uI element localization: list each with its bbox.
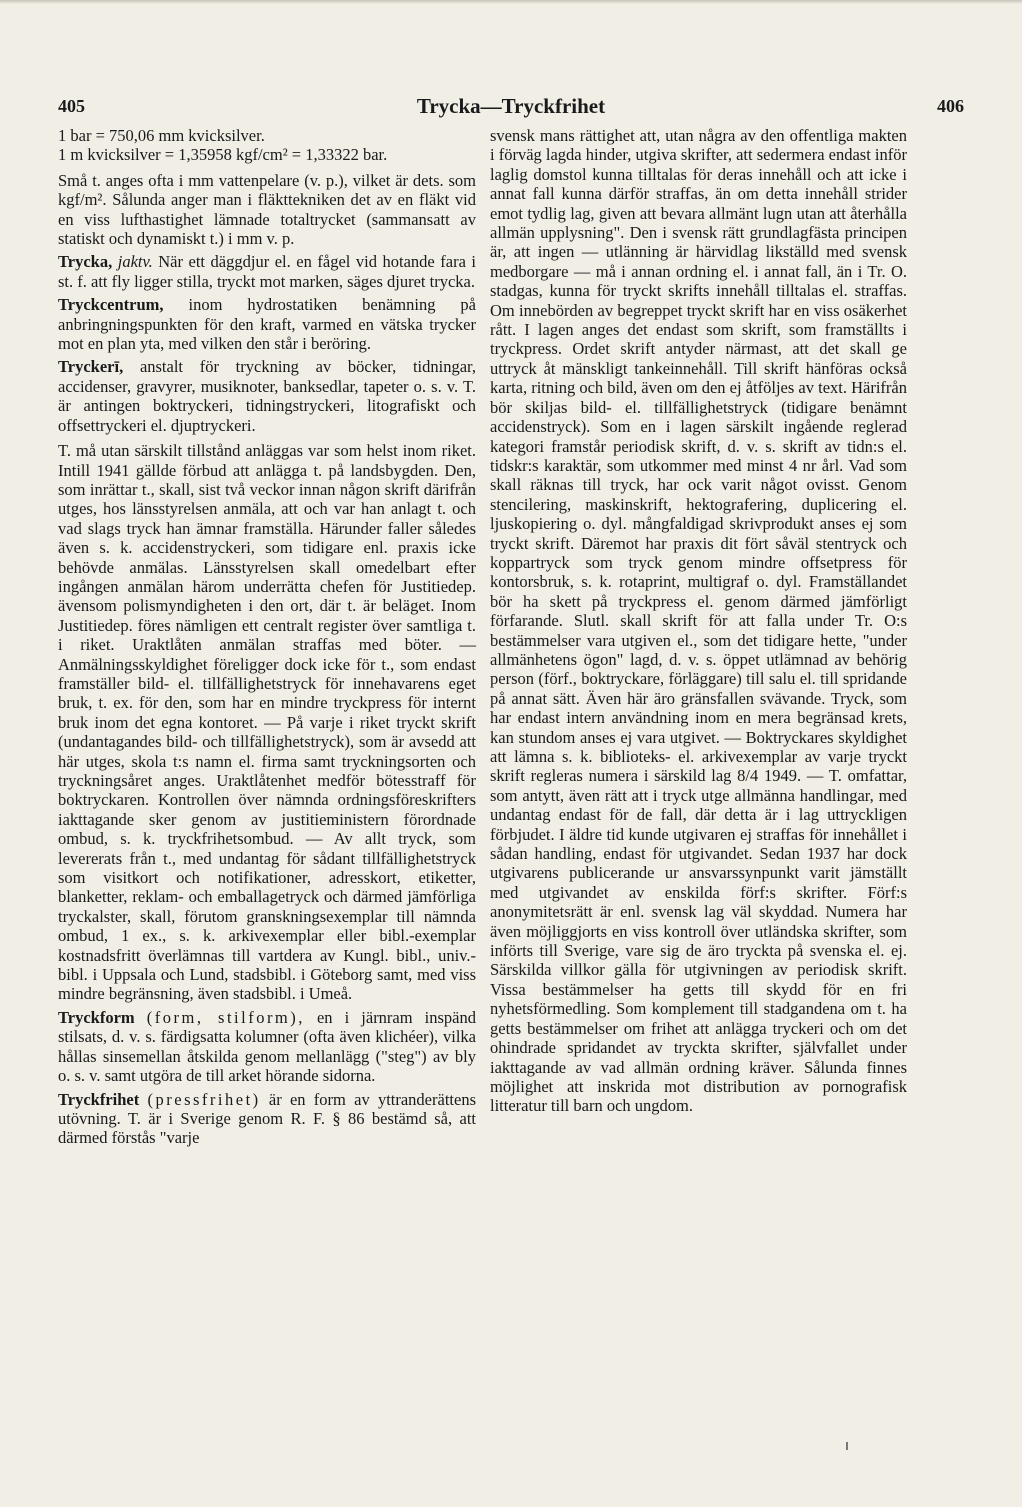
entry-tryckform (58, 1008, 476, 1086)
units-line-2: 1 m kvicksilver = 1,35958 kgf/cm² = 1,33322 bar. (58, 145, 388, 165)
headword-tryckeri: Tryckerī, (58, 357, 124, 377)
entry-paragraph: T. må utan särskilt tillstånd anläggas var som helst inom riket. Intill 1941 gällde förbud att anlägga t. på landsbygden. Den, som inrättar t., skall, sist två veckor innan någon skrift därifrån utges, hos länsstyrelsen anmäla, att och var han anlagt t. och vad slags tryck han ämnar framställa. Härunder faller således även s. k. accidenstryckeri, som tidigare enl. praxis icke behövde anmälas. Länsstyrelsen skall omedelbart efter ingången anmälan härom underrätta chefen för Justitiedep. ävensom polismyndigheten i den ort, där t. är beläget. Inom Justitiedep. föres nämligen ett centralt register över samtliga t. i riket. Uraktlåten anmälan straffas med böter. — Anmälningsskyldighet föreligger dock icke för t., som endast framställer bild- el. tillfällighetstryck för innehavarens eget bruk, t. ex. för den, som har en mindre tryckpress för internt bruk inom det egna kontoret. — På varje i riket tryckt skrift (undantagandes bild- och tillfällighetstryck), som är avsedd att här utges, skola t:s namn el. firma samt tryckningsorten och tryckningsåret anges. Uraktlåtenhet medför bötesstraff för boktryckaren. Kontrollen över nämnda ordningsföreskrifters iakttagande sker genom av justitieministern förordnade ombud, s. k. tryckfrihetsombud. — Av allt tryck, som levererats från t., med undantag för sådant tillfällighetstryck som visitkort och notifikationer, adresskort, etiketter, blanketter, reklam- och emballagetryck och därmed jämförliga tryckalster, skall, förutom granskningsexemplar till nämnda ombud, 1 ex., s. k. arkivexemplar eller bibl.-exemplar kostnadsfritt överlämnas till vartdera av Kungl. bibl., univ.-bibl. i Uppsala och Lund, stadsbibl. i Göteborg samt, med viss mindre begränsning, även stadsbibl. i Umeå. (58, 441, 476, 1004)
entry-trycka (58, 252, 476, 291)
headword-tryckfrihet: Tryckfrihet (58, 1089, 140, 1109)
entry-tryckcentrum (58, 295, 476, 353)
units-paragraph: Små t. anges ofta i mm vattenpelare (v. p.), vilket är dets. som kgf/m². Sålunda anger man i fläkttekniken det av en fläkt vid en viss lufthastighet lämnade totaltrycket (sammansatt av statiskt och dynamiskt t.) i mm v. p. (58, 170, 476, 249)
entry-text: När ett däggdjur el. en fågel vid hotande fara i st. f. att fly ligger stilla, tryckt mot marken, säges djuret trycka. (58, 252, 477, 291)
headword-tryckform: Tryckform (58, 1007, 135, 1027)
page-number-left: 405 (58, 96, 85, 116)
headword-trycka: Trycka, (58, 252, 113, 272)
entry-tryckfrihet (58, 1090, 476, 1148)
units-line-1: 1 bar = 750,06 mm kvicksilver. (58, 126, 265, 145)
print-mark (846, 1442, 848, 1450)
right-column (490, 126, 907, 1116)
spaced-synonym: (pressfrihet) (147, 1089, 261, 1109)
page-number-right: 406 (937, 96, 964, 116)
subject-tag: jaktv. (117, 252, 153, 272)
page-edge (0, 0, 1022, 4)
entry-tryckeri (58, 357, 476, 435)
headword-tryckcentrum: Tryckcentrum, (58, 295, 164, 315)
page-header (58, 94, 964, 118)
entry-text: är en form av yttranderättens utövning. T. är i Sverige genom R. F. § 86 bestämd så, att därmed förstås "varje (58, 1089, 476, 1148)
continued-paragraph: svensk mans rättighet att, utan några av den offentliga makten i förväg lagda hinder, utgiva skrifter, att sedermera endast inför laglig domstol kunna tilltalas för deras innehåll och att icke i annat fall kunna därför straffas, än om detta innehåll strider emot tydlig lag, given att bevara allmänt lugn utan att återhålla allmän upplysning". Den i svensk rätt grundlagfästa principen är, att ingen — utlänning är härvidlag likställd med svensk medborgare — må i annan ordning el. i annat fall, än i Tr. O. stadgas, kunna för tryckt skrifts innehåll tilltalas el. straffas. Om innebörden av begreppet tryckt skrift har en viss osäkerhet rått. I lagen anges det endast som skrift, som framställts i tryckpress. Ordet skrift antyder närmast, att det skall ge uttryck åt mänskligt tankeinnehåll. Till skrift hänföras också karta, ritning och bild, även om den ej åtföljes av text. Härifrån bör skiljas bild- el. tillfällighetstryck (tidigare benämnt accidenstryck). Som en i lagen särskilt ingående reglerad kategori framstår periodisk skrift, d. v. s. skrift av tidn:s el. tidskr:s karaktär, som utkommer med minst 4 nr årl. Vad som skall räknas till tryck, har ock varit något ovisst. Genom stencilering, maskinskrift, hektografering, duplicering el. ljuskopiering o. dyl. mångfaldigad skrivprodukt anses ej som tryckt skrift. Däremot har praxis dit fört såväl stentryck och koppartryck som tryck genom mindre offsetpress för kontorsbruk, s. k. rotaprint, multigraf o. dyl. Framställandet bör ha skett på tryckpress el. genom därmed jämförligt förfarande. Slutl. skall skrift för att falla under Tr. O:s bestämmelser vara utgiven el., som det tidigare hette, "under allmänhetens ögon" lagd, d. v. s. öppet utlämnad av behörig person (förf., boktryckare, förläggare) till salu el. till spridande på annat sätt. Även här äro gränsfallen svävande. Tryck, som har endast intern användning inom en mera begränsad krets, kan stundom anses ej vara utgivet. — Boktryckares skyldighet att lämna s. k. biblioteks- el. arkivexemplar av varje tryckt skrift regleras numera i särskild lag 8/4 1949. — T. omfattar, som antytt, även rätt att i tryck utge allmänna handlingar, med undantag endast för de fall, där detta är i lag uttryckligen förbjudet. I äldre tid kunde utgivaren ej straffas för innehållet i sådan handling, endast för utgivandet. Sedan 1937 har dock utgivarens publicerande ur ansvarssynpunkt varit jämställt med utgivandet av enskilda förf:s skrifter. Förf:s anonymitetsrätt är enl. svensk lag väl skyddad. Numera har även möjliggjorts en viss kontroll över utländska skrifter, som införts till Sverige, vare sig de äro tryckta på svenska el. ej. Särskilda villkor gälla för utgivningen av periodisk skrift. Vissa bestämmelser ha getts till skydd för en fri nyhetsförmedling. Som komplement till stadgandena om t. ha getts bestämmelser om frihet att anlägga tryckeri och om det ohindrade spridandet av tryckta skrifter, självfallet under iakttagande av vad allmän ordning kräver. Sålunda finnes möjlighet att inskrida mot distribution av pornografisk litteratur till barn och ungdom. (490, 126, 907, 1116)
left-column (58, 126, 476, 1148)
entry-text: anstalt för tryckning av böcker, tidningar, accidenser, gravyrer, musiknoter, banksedlar, tapeter o. s. v. T. är antingen boktryckeri, tidningstryckeri, litografiskt och offsettryckeri el. djuptryckeri. (58, 357, 477, 435)
running-head: Trycka—Tryckfrihet (416, 94, 606, 118)
spaced-synonyms: (form, stilform), (146, 1007, 305, 1027)
entry-text: en i järnram inspänd stilsats, d. v. s. färdigsatta kolumner (ofta även klichéer), vilka hållas sinsemellan åtskilda genom mellanlägg ("steg") av bly o. s. v. samt utgöra de till arket hörande sidorna. (58, 1007, 476, 1086)
entry-text: inom hydrostatiken benämning på anbringningspunkten för den kraft, varmed en vätska trycker mot en plan yta, med vilken den står i beröring. (58, 295, 477, 354)
